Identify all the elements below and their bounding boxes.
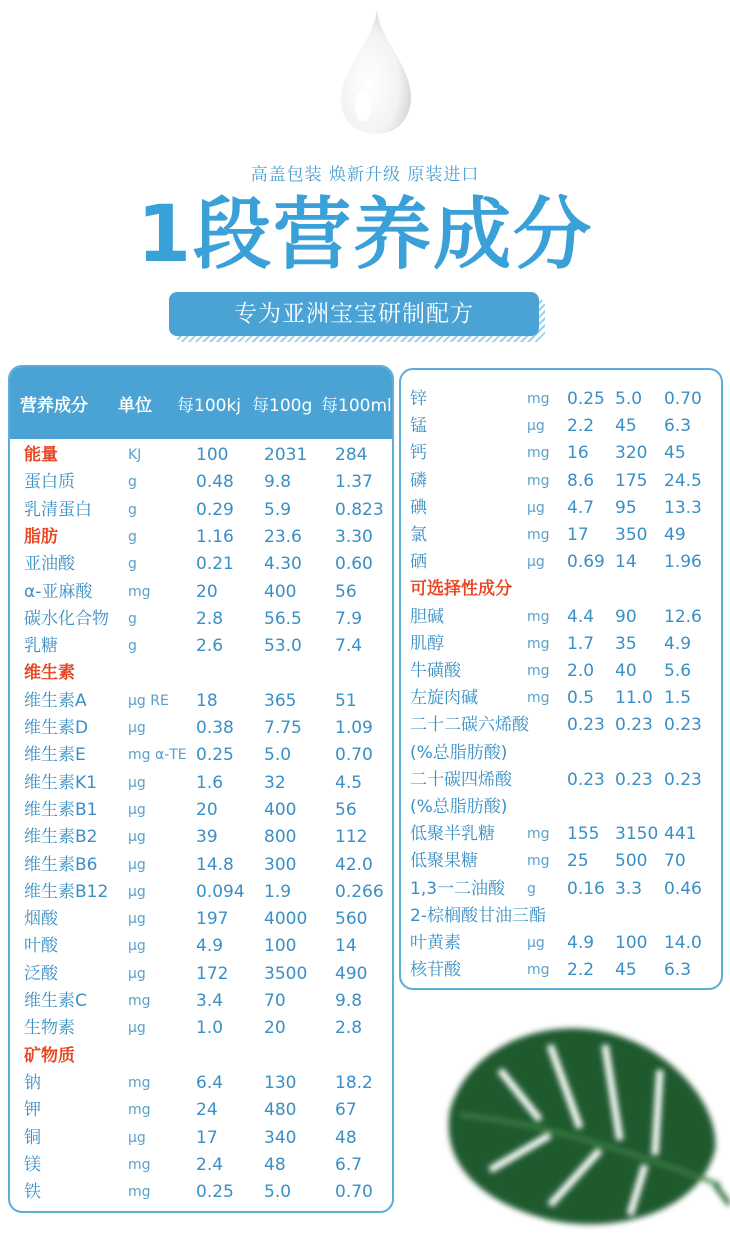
nutrition-table-left — [8, 365, 394, 1213]
table-row — [10, 469, 392, 496]
cell-v2: 0.23 — [615, 715, 653, 736]
table-row — [401, 522, 721, 549]
cell-v1: 17 — [567, 525, 589, 545]
cell-v3: 13.3 — [664, 497, 702, 518]
cell-v2: 45 — [615, 960, 637, 981]
table-row — [10, 824, 392, 851]
cell-v1: 24 — [196, 1100, 218, 1121]
cell-v1: 25 — [567, 851, 589, 872]
cell-name: 维生素 — [24, 663, 75, 684]
cell-v2: 0.23 — [615, 769, 653, 790]
cell-name: 亚油酸 — [24, 554, 75, 575]
cell-v3: 6.3 — [664, 416, 692, 437]
cell-unit: g — [128, 610, 137, 627]
cell-unit: mg — [128, 1156, 151, 1173]
section-heading — [10, 1043, 392, 1070]
cell-v2: 365 — [264, 690, 297, 711]
cell-v1: 0.21 — [196, 554, 234, 575]
cell-v2: 5.0 — [615, 389, 643, 409]
cell-name: 核苷酸 — [410, 960, 461, 981]
cell-v1: 2.6 — [196, 636, 224, 657]
cell-v1: 0.29 — [196, 499, 234, 520]
cell-v2: 5.0 — [264, 745, 292, 766]
table-row — [10, 1070, 392, 1097]
cell-v1: 0.48 — [196, 472, 234, 493]
cell-v2: 23.6 — [264, 526, 302, 547]
table-row — [401, 903, 721, 930]
cell-v2: 53.0 — [264, 636, 302, 657]
cell-v2: 800 — [264, 827, 297, 848]
cell-v3: 560 — [335, 909, 368, 930]
table-row — [10, 1179, 392, 1206]
cell-v3: 4.5 — [335, 772, 363, 793]
cell-v3: 1.5 — [664, 688, 692, 709]
cell-name: 左旋肉碱 — [410, 688, 478, 709]
cell-name: 脂肪 — [24, 526, 58, 547]
cell-name: 叶黄素 — [410, 933, 461, 953]
cell-v2: 400 — [264, 581, 297, 602]
cell-name: 低聚半乳糖 — [410, 824, 495, 845]
cell-v3: 5.6 — [664, 661, 692, 681]
cell-v1: 14.8 — [196, 854, 234, 875]
cell-v3: 7.9 — [335, 608, 363, 629]
cell-v3: 0.46 — [664, 878, 702, 899]
cell-v3: 51 — [335, 690, 357, 711]
cell-v3: 42.0 — [335, 854, 373, 875]
cell-v2: 9.8 — [264, 472, 292, 493]
cell-name: 乳糖 — [24, 636, 58, 657]
table-row — [10, 988, 392, 1015]
table-row — [10, 606, 392, 633]
cell-unit: μg — [128, 801, 146, 818]
cell-name: (%总脂肪酸) — [410, 797, 508, 817]
cell-v1: 0.5 — [567, 688, 595, 709]
cell-name: 钙 — [410, 443, 427, 464]
cell-v1: 4.4 — [567, 606, 595, 627]
cell-v3: 0.70 — [335, 1182, 373, 1203]
cell-v3: 0.70 — [335, 745, 373, 766]
cell-v2: 32 — [264, 772, 286, 793]
cell-unit: g — [128, 556, 137, 573]
cell-v3: 7.4 — [335, 636, 363, 657]
table-row — [10, 961, 392, 988]
cell-v2: 70 — [264, 991, 286, 1011]
cell-name: 牛磺酸 — [410, 661, 461, 681]
cell-unit: g — [527, 880, 536, 897]
cell-v1: 0.23 — [567, 769, 605, 790]
table-row — [10, 1152, 392, 1179]
tagline: 高盖包装 焕新升级 原装进口 — [250, 165, 480, 185]
cell-v2: 11.0 — [615, 688, 653, 709]
cell-v2: 7.75 — [264, 718, 302, 738]
cell-v2: 340 — [264, 1127, 297, 1148]
table-row — [10, 906, 392, 933]
cell-v3: 1.09 — [335, 718, 373, 738]
cell-unit: KJ — [128, 447, 142, 463]
table-row — [401, 957, 721, 984]
table-row — [10, 742, 392, 769]
cell-unit: μg — [128, 1129, 146, 1146]
cell-unit: mg — [527, 853, 550, 870]
section-heading — [10, 524, 392, 551]
cell-v1: 0.25 — [567, 389, 605, 409]
table-row — [401, 386, 721, 413]
cell-v1: 2.0 — [567, 661, 595, 681]
table-row — [401, 685, 721, 712]
cell-v3: 24.5 — [664, 470, 702, 491]
cell-v2: 5.0 — [264, 1182, 292, 1203]
cell-name: 钾 — [24, 1100, 41, 1121]
cell-unit: mg α-TE — [128, 747, 187, 764]
cell-unit: mg — [527, 472, 550, 489]
table-row — [401, 658, 721, 685]
cell-v1: 2.2 — [567, 416, 595, 437]
cell-name: 维生素E — [24, 745, 86, 766]
cell-v3: 0.23 — [664, 715, 702, 736]
cell-unit: mg — [527, 391, 550, 407]
cell-unit: mg — [527, 663, 550, 679]
cell-v1: 4.9 — [567, 933, 595, 953]
cell-unit: mg — [527, 608, 550, 625]
cell-v2: 130 — [264, 1072, 297, 1093]
table-row — [401, 413, 721, 440]
cell-v3: 6.7 — [335, 1154, 363, 1175]
cell-name: 磷 — [410, 470, 427, 491]
table-row — [10, 579, 392, 606]
cell-v3: 441 — [664, 824, 697, 845]
cell-v2: 400 — [264, 799, 297, 820]
cell-v2: 3150 — [615, 824, 659, 845]
table-row — [10, 633, 392, 660]
subtitle-banner: 专为亚洲宝宝研制配方 — [169, 292, 539, 336]
cell-v2: 95 — [615, 497, 637, 518]
cell-v3: 112 — [335, 827, 368, 848]
cell-v3: 45 — [664, 443, 686, 464]
cell-name: 蛋白质 — [24, 472, 75, 493]
cell-v2: 500 — [615, 851, 648, 872]
cell-name: 铜 — [24, 1127, 41, 1148]
cell-v3: 0.266 — [335, 881, 384, 902]
cell-v3: 18.2 — [335, 1072, 373, 1093]
monstera-leaf-icon — [430, 1000, 730, 1240]
cell-v1: 18 — [196, 690, 218, 711]
cell-name: 肌醇 — [410, 633, 444, 654]
header-per-100ml: 每100ml — [321, 396, 392, 416]
cell-name: 2-棕榈酸甘油三酯 — [410, 905, 546, 926]
table-row — [401, 740, 721, 767]
cell-name: 二十二碳六烯酸 — [410, 715, 529, 736]
cell-unit: g — [128, 638, 137, 655]
table-row — [10, 688, 392, 715]
cell-v1: 1.6 — [196, 772, 224, 793]
cell-v3: 14.0 — [664, 933, 702, 953]
cell-unit: μg — [527, 499, 545, 516]
cell-v1: 0.25 — [196, 1182, 234, 1203]
cell-v2: 2031 — [264, 445, 308, 465]
cell-v3: 2.8 — [335, 1018, 363, 1039]
cell-v2: 1.9 — [264, 881, 292, 902]
header-per-100g: 每100g — [252, 396, 313, 416]
cell-v2: 4000 — [264, 909, 308, 930]
cell-name: α-亚麻酸 — [24, 581, 93, 602]
cell-v3: 67 — [335, 1100, 357, 1121]
cell-name: 碘 — [410, 497, 427, 518]
table-row — [10, 852, 392, 879]
cell-v2: 175 — [615, 470, 648, 491]
cell-v1: 0.16 — [567, 878, 605, 899]
table-row — [401, 876, 721, 903]
cell-unit: mg — [128, 1074, 151, 1091]
cell-name: 锰 — [410, 416, 427, 437]
cell-v1: 0.69 — [567, 552, 605, 573]
cell-v1: 16 — [567, 443, 589, 464]
cell-v1: 39 — [196, 827, 218, 848]
cell-v3: 1.37 — [335, 472, 373, 493]
cell-v2: 14 — [615, 552, 637, 573]
cell-v3: 56 — [335, 799, 357, 820]
cell-name: 维生素B2 — [24, 827, 98, 848]
cell-name: 氯 — [410, 525, 427, 545]
cell-name: 钠 — [24, 1072, 41, 1093]
milk-drop-icon — [335, 8, 415, 136]
cell-v3: 284 — [335, 445, 368, 465]
cell-v1: 155 — [567, 824, 600, 845]
cell-v1: 2.2 — [567, 960, 595, 981]
cell-name: 泛酸 — [24, 963, 58, 984]
table-row — [10, 1125, 392, 1152]
cell-unit: mg — [527, 690, 550, 707]
cell-unit: μg — [128, 1020, 146, 1037]
cell-v1: 1.16 — [196, 526, 234, 547]
cell-unit: g — [128, 474, 137, 491]
cell-unit: mg — [527, 635, 550, 652]
cell-v2: 48 — [264, 1154, 286, 1175]
table-row — [10, 797, 392, 824]
cell-v3: 0.23 — [664, 769, 702, 790]
table-row — [401, 930, 721, 957]
cell-v1: 0.23 — [567, 715, 605, 736]
table-header — [10, 367, 392, 439]
cell-v3: 6.3 — [664, 960, 692, 981]
table-row — [401, 848, 721, 875]
cell-v3: 70 — [664, 851, 686, 872]
cell-name: 可选择性成分 — [410, 579, 512, 600]
cell-v1: 0.25 — [196, 745, 234, 766]
cell-v2: 4.30 — [264, 554, 302, 575]
section-heading — [10, 442, 392, 469]
header-nutrient: 营养成分 — [20, 396, 88, 416]
cell-v2: 45 — [615, 416, 637, 437]
cell-v2: 350 — [615, 525, 648, 545]
cell-v1: 2.4 — [196, 1154, 224, 1175]
cell-unit: g — [128, 528, 137, 545]
cell-name: 碳水化合物 — [24, 608, 109, 629]
cell-unit: mg — [128, 583, 151, 600]
header-unit: 单位 — [118, 396, 152, 416]
cell-v1: 20 — [196, 799, 218, 820]
table-row — [401, 468, 721, 495]
cell-v3: 48 — [335, 1127, 357, 1148]
table-row — [10, 551, 392, 578]
cell-name: 叶酸 — [24, 936, 58, 957]
section-heading — [10, 660, 392, 687]
cell-unit: μg — [128, 911, 146, 928]
cell-v1: 172 — [196, 963, 229, 984]
cell-v1: 4.9 — [196, 936, 224, 957]
section-heading — [401, 576, 721, 603]
cell-v1: 100 — [196, 445, 229, 465]
cell-name: (%总脂肪酸) — [410, 742, 508, 763]
cell-v2: 100 — [264, 936, 297, 957]
table-row — [401, 549, 721, 576]
cell-name: 维生素A — [24, 690, 87, 711]
cell-name: 维生素B12 — [24, 881, 109, 902]
cell-unit: μg RE — [128, 692, 169, 709]
cell-v2: 3.3 — [615, 878, 643, 899]
cell-v1: 8.6 — [567, 470, 595, 491]
cell-v3: 4.9 — [664, 633, 692, 654]
table-row — [10, 1097, 392, 1124]
cell-name: 维生素B1 — [24, 799, 98, 820]
cell-unit: mg — [527, 826, 550, 843]
table-row — [401, 767, 721, 794]
cell-v1: 1.7 — [567, 633, 595, 654]
cell-v1: 1.0 — [196, 1018, 224, 1039]
cell-v3: 56 — [335, 581, 357, 602]
cell-v2: 20 — [264, 1018, 286, 1039]
cell-v3: 0.70 — [664, 389, 702, 409]
cell-unit: mg — [128, 1102, 151, 1119]
cell-v2: 35 — [615, 633, 637, 654]
cell-v1: 0.094 — [196, 881, 245, 902]
cell-v2: 3500 — [264, 963, 308, 984]
cell-name: 胆碱 — [410, 606, 444, 627]
cell-v1: 20 — [196, 581, 218, 602]
table-row — [401, 604, 721, 631]
cell-v3: 9.8 — [335, 991, 363, 1011]
cell-name: 矿物质 — [24, 1045, 75, 1066]
cell-unit: μg — [128, 720, 146, 736]
table-row — [10, 770, 392, 797]
cell-v2: 480 — [264, 1100, 297, 1121]
cell-name: 维生素B6 — [24, 854, 98, 875]
table-row — [10, 715, 392, 742]
cell-v1: 197 — [196, 909, 229, 930]
table-row — [401, 495, 721, 522]
cell-v3: 3.30 — [335, 526, 373, 547]
cell-unit: mg — [128, 993, 151, 1009]
table-row — [10, 1015, 392, 1042]
nutrition-table-right — [399, 368, 723, 990]
cell-name: 铁 — [24, 1182, 41, 1203]
cell-unit: μg — [128, 965, 146, 982]
cell-name: 烟酸 — [24, 909, 58, 930]
cell-unit: mg — [527, 445, 550, 462]
cell-name: 锌 — [410, 389, 427, 409]
cell-unit: g — [128, 501, 137, 518]
table-row — [401, 440, 721, 467]
cell-v3: 490 — [335, 963, 368, 984]
cell-v1: 6.4 — [196, 1072, 224, 1093]
cell-name: 镁 — [24, 1154, 41, 1175]
cell-name: 二十碳四烯酸 — [410, 769, 512, 790]
table-row — [401, 821, 721, 848]
cell-unit: μg — [527, 935, 545, 951]
cell-unit: μg — [128, 829, 146, 846]
cell-v1: 0.38 — [196, 718, 234, 738]
table-row — [401, 631, 721, 658]
cell-v3: 0.823 — [335, 499, 384, 520]
cell-name: 维生素D — [24, 718, 89, 738]
table-row — [10, 497, 392, 524]
cell-v1: 17 — [196, 1127, 218, 1148]
cell-unit: mg — [527, 962, 550, 979]
table-row — [401, 712, 721, 739]
cell-v2: 5.9 — [264, 499, 292, 520]
cell-name: 生物素 — [24, 1018, 75, 1039]
cell-name: 低聚果糖 — [410, 851, 478, 872]
cell-v3: 1.96 — [664, 552, 702, 573]
header-per-100kj: 每100kj — [177, 396, 242, 416]
cell-unit: μg — [128, 883, 146, 900]
cell-name: 维生素K1 — [24, 772, 97, 793]
cell-v2: 90 — [615, 606, 637, 627]
cell-v3: 0.60 — [335, 554, 373, 575]
cell-name: 乳清蛋白 — [24, 499, 92, 520]
cell-v2: 56.5 — [264, 608, 302, 629]
cell-v1: 3.4 — [196, 991, 224, 1011]
cell-unit: μg — [527, 418, 545, 435]
cell-unit: μg — [527, 554, 545, 571]
cell-unit: μg — [128, 938, 146, 955]
cell-name: 硒 — [410, 552, 427, 573]
cell-v2: 100 — [615, 933, 648, 953]
cell-v3: 12.6 — [664, 606, 702, 627]
cell-unit: mg — [527, 527, 550, 543]
cell-name: 1,3一二油酸 — [410, 878, 506, 899]
cell-v2: 320 — [615, 443, 648, 464]
cell-v2: 40 — [615, 661, 637, 681]
cell-name: 维生素C — [24, 991, 87, 1011]
cell-unit: mg — [128, 1184, 151, 1201]
cell-v1: 4.7 — [567, 497, 595, 518]
page-title: 1段营养成分 — [136, 190, 594, 280]
table-row — [401, 794, 721, 821]
cell-name: 能量 — [24, 445, 58, 465]
table-row — [10, 933, 392, 960]
cell-v2: 300 — [264, 854, 297, 875]
cell-v3: 14 — [335, 936, 357, 957]
cell-unit: μg — [128, 774, 146, 791]
cell-v3: 49 — [664, 525, 686, 545]
cell-unit: μg — [128, 856, 146, 873]
table-row — [10, 879, 392, 906]
cell-v1: 2.8 — [196, 608, 224, 629]
